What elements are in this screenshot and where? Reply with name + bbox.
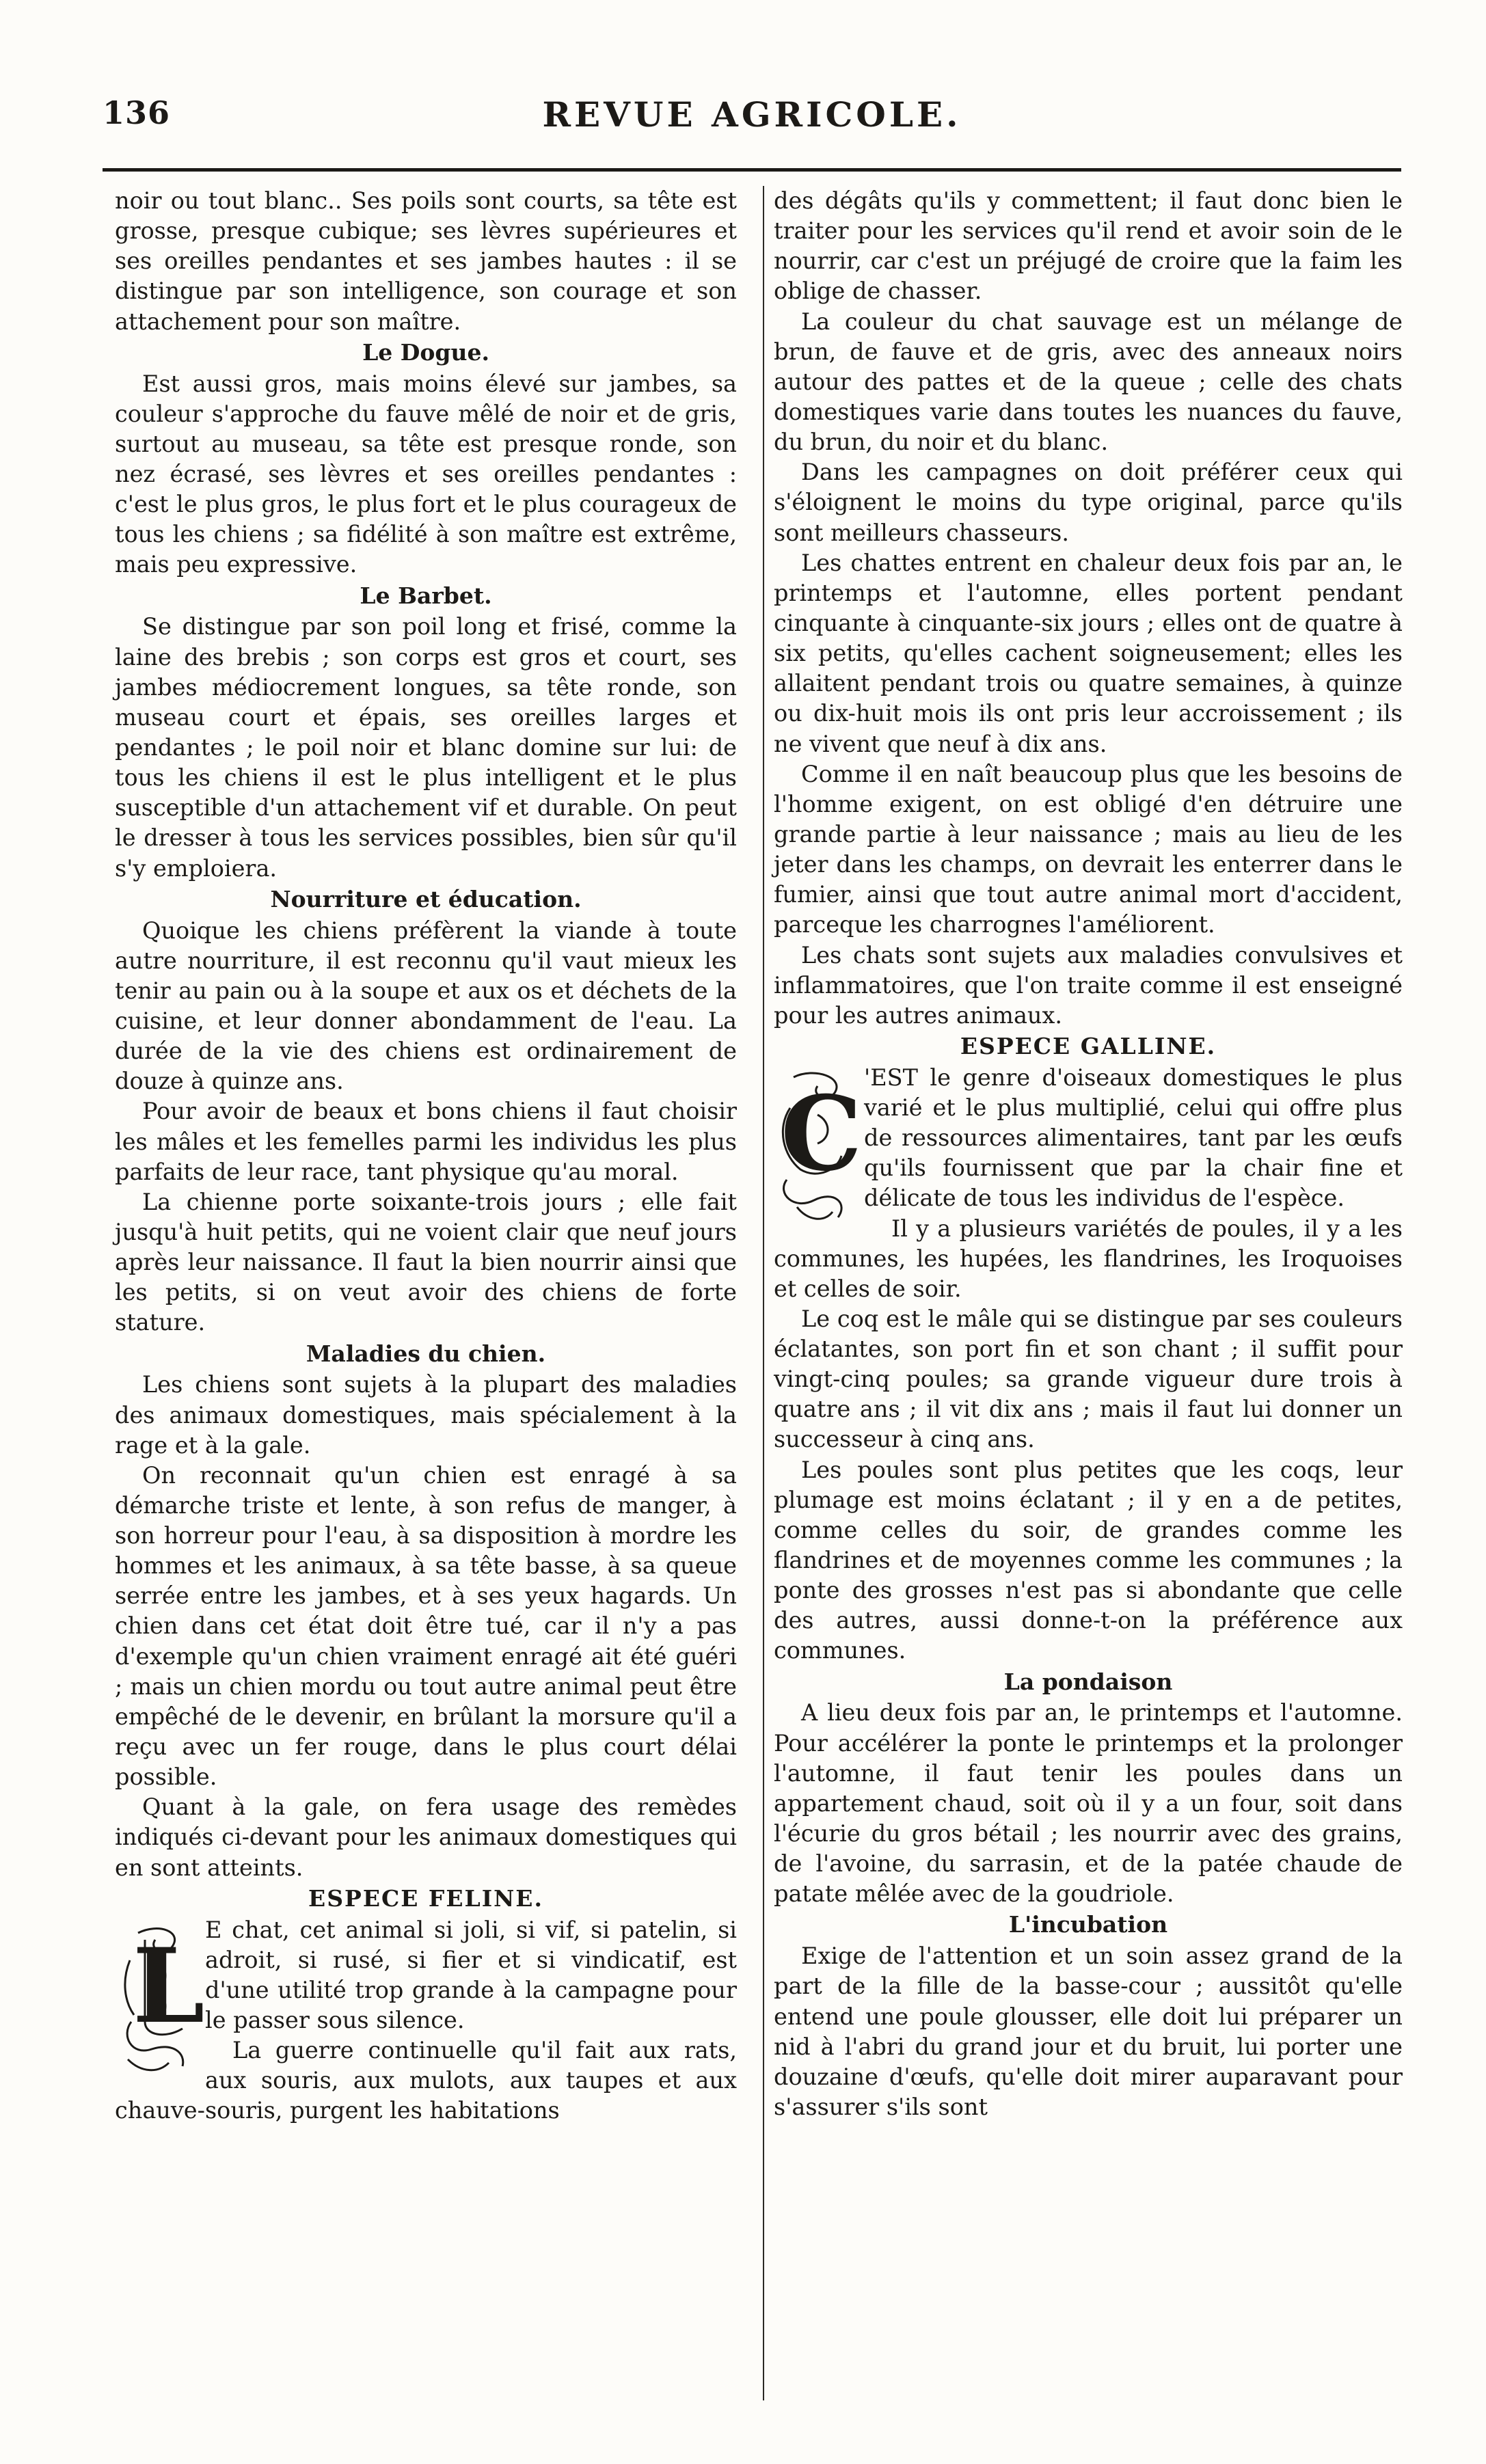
running-head: REVUE AGRICOLE. xyxy=(542,94,962,135)
dropcap-letter: C xyxy=(781,1073,863,1194)
ornamental-dropcap-l xyxy=(118,1919,205,2076)
section-heading-incubation: L'incubation xyxy=(1008,1911,1168,1938)
paragraph: La chienne porte soixante-trois jours ; elle fait jusqu'à huit petits, qui ne voient clair que neuf jours après leur naissance. Il faut la bien nourrir ainsi que les petits, si on veut avoir des chiens de forte stature. xyxy=(115,1188,737,1336)
left-column xyxy=(115,186,737,2418)
page-number: 136 xyxy=(103,94,171,131)
paragraph: 'EST le genre d'oiseaux domestiques le plus varié et le plus multiplié, celui qui offre plus de ressources alimentaires, tant par les œufs qu'ils fournissent que par la chair fine et délicate de tous les individus de l'espèce. xyxy=(864,1064,1403,1212)
paragraph: La couleur du chat sauvage est un mélange de brun, de fauve et de gris, avec des anneaux noirs autour des pattes et de la queue ; celle des chats domestiques varie dans toutes les nuances du fauve, du brun, du noir et du blanc. xyxy=(774,308,1403,456)
paragraph: Les chiens sont sujets à la plupart des maladies des animaux domestiques, mais spécialement à la rage et à la gale. xyxy=(115,1371,737,1459)
column-divider xyxy=(763,186,764,2400)
paragraph: Dans les campagnes on doit préférer ceux qui s'éloignent le moins du type original, parce qu'ils sont meilleurs chasseurs. xyxy=(774,459,1403,546)
paragraph: noir ou tout blanc.. Ses poils sont courts, sa tête est grosse, presque cubique; ses lèvres supérieures et ses oreilles pendantes et ses jambes hautes : il se distingue par son intelligence, son courage et son attachement pour son maître. xyxy=(115,187,737,335)
section-heading-nourriture: Nourriture et éducation. xyxy=(270,885,582,912)
paragraph: E chat, cet animal si joli, si vif, si patelin, si adroit, si rusé, si fier et si vindicatif, est d'une utilité trop grande à la campagne pour le passer sous silence. xyxy=(205,1916,737,2034)
paragraph: La guerre continuelle qu'il fait aux rats, aux souris, aux mulots, aux taupes et aux chauve-souris, purgent les habitations xyxy=(115,2037,737,2124)
paragraph: Les chats sont sujets aux maladies convulsives et inflammatoires, que l'on traite comme il est enseigné pour les autres animaux. xyxy=(774,941,1403,1029)
paragraph: On reconnait qu'un chien est enragé à sa démarche triste et lente, à son refus de manger, à son horreur pour l'eau, à sa disposition à mordre les hommes et les animaux, à sa tête basse, à sa queue serrée entre les jambes, et à ses yeux hagards. Un chien dans cet état doit être tué, car il n'y a pas d'exemple qu'un chien vraiment enragé ait été guéri ; mais un chien mordu ou tout autre animal peut être empêché de le devenir, en brûlant la morsure qu'il a reçu avec un fer rouge, dans le plus court délai possible. xyxy=(115,1461,737,1791)
ornamental-dropcap-c xyxy=(776,1067,863,1224)
section-heading-dogue: Le Dogue. xyxy=(362,338,489,366)
section-heading-feline: ESPECE FELINE. xyxy=(308,1884,543,1912)
paragraph: Est aussi gros, mais moins élevé sur jambes, sa couleur s'approche du fauve mêlé de noir et de gris, surtout au museau, sa tête est presque ronde, son nez écrasé, ses lèvres et ses oreilles pendantes : c'est le plus gros, le plus fort et le plus courageux de tous les chiens ; sa fidélité à son maître est extrême, mais peu expressive. xyxy=(115,370,737,578)
dropcap-letter: L xyxy=(133,1925,205,2046)
paragraph: Il y a plusieurs variétés de poules, il y a les communes, les hupées, les flandrines, les Iroquoises et celles de soir. xyxy=(774,1215,1403,1302)
section-heading-pondaison: La pondaison xyxy=(1003,1668,1173,1695)
paragraph: Les poules sont plus petites que les coqs, leur plumage est moins éclatant ; il y en a de petites, comme celles du soir, de grandes comme les flandrines et de moyennes comme les communes ; la ponte des grosses n'est pas si abondante que celle des autres, aussi donne-t-on la préférence aux communes. xyxy=(774,1456,1403,1664)
section-heading-maladies: Maladies du chien. xyxy=(306,1340,546,1367)
header-rule xyxy=(103,168,1401,172)
paragraph: des dégâts qu'ils y commettent; il faut donc bien le traiter pour les services qu'il rend et avoir soin de le nourrir, car c'est un préjugé de croire que la faim les oblige de chasser. xyxy=(774,187,1403,305)
section-heading-barbet: Le Barbet. xyxy=(360,582,492,609)
paragraph: Se distingue par son poil long et frisé, comme la laine des brebis ; son corps est gros et court, ses jambes médiocrement longues, sa tête ronde, son museau court et épais, ses oreilles larges et pendantes ; le poil noir et blanc domine sur lui: de tous les chiens il est le plus intelligent et le plus susceptible d'un attachement vif et durable. On peut le dresser à tous les services possibles, bien sûr qu'il s'y emploiera. xyxy=(115,613,737,882)
right-column xyxy=(774,186,1403,2418)
section-heading-galline: ESPECE GALLINE. xyxy=(960,1032,1217,1059)
paragraph: Le coq est le mâle qui se distingue par ses couleurs éclatantes, son port fin et son chant ; il suffit pour vingt-cinq poules; sa grande vigueur dure trois à quatre ans ; il vit dix ans ; mais il faut lui donner un successeur à cinq ans. xyxy=(774,1305,1403,1453)
paragraph: Quant à la gale, on fera usage des remèdes indiqués ci-devant pour les animaux domestiques qui en sont atteints. xyxy=(115,1793,737,1881)
paragraph: Pour avoir de beaux et bons chiens il faut choisir les mâles et les femelles parmi les individus les plus parfaits de leur race, tant physique qu'au moral. xyxy=(115,1098,737,1185)
paragraph: Comme il en naît beaucoup plus que les besoins de l'homme exigent, on est obligé d'en détruire une grande partie à leur naissance ; mais au lieu de les jeter dans les champs, on devrait les enterrer dans le fumier, ainsi que tout autre animal mort d'accident, parceque les charrognes l'améliorent. xyxy=(774,760,1403,938)
paragraph: A lieu deux fois par an, le printemps et l'automne. Pour accélérer la ponte le printemps et la prolonger l'automne, il faut tenir les poules dans un appartement chaud, soit où il y a un four, soit dans l'écurie du gros bétail ; les nourrir avec des grains, de l'avoine, du sarrasin, et de la patée chaude de patate mêlée avec de la goudriole. xyxy=(774,1699,1403,1908)
paragraph: Exige de l'attention et un soin assez grand de la part de la fille de la basse-cour ; aussitôt qu'elle entend une poule glousser, elle doit lui préparer un nid à l'abri du grand jour et du bruit, lui porter une douzaine d'œufs, qu'elle doit mirer auparavant pour s'assurer s'ils sont xyxy=(774,1942,1403,2121)
page-header xyxy=(103,94,1401,149)
paragraph: Quoique les chiens préfèrent la viande à toute autre nourriture, il est reconnu qu'il vaut mieux les tenir au pain ou à la soupe et aux os et déchets de la cuisine, et leur donner abondamment de l'eau. La durée de la vie des chiens est ordinairement de douze à quinze ans. xyxy=(115,917,737,1095)
paragraph: Les chattes entrent en chaleur deux fois par an, le printemps et l'automne, elles portent pendant cinquante à cinquante-six jours ; elles ont de quatre à six petits, qu'elles cachent soigneusement; elles les allaitent pendant trois ou quatre semaines, à quinze ou dix-huit mois ils ont pris leur accroissement ; ils ne vivent que neuf à dix ans. xyxy=(774,549,1403,757)
